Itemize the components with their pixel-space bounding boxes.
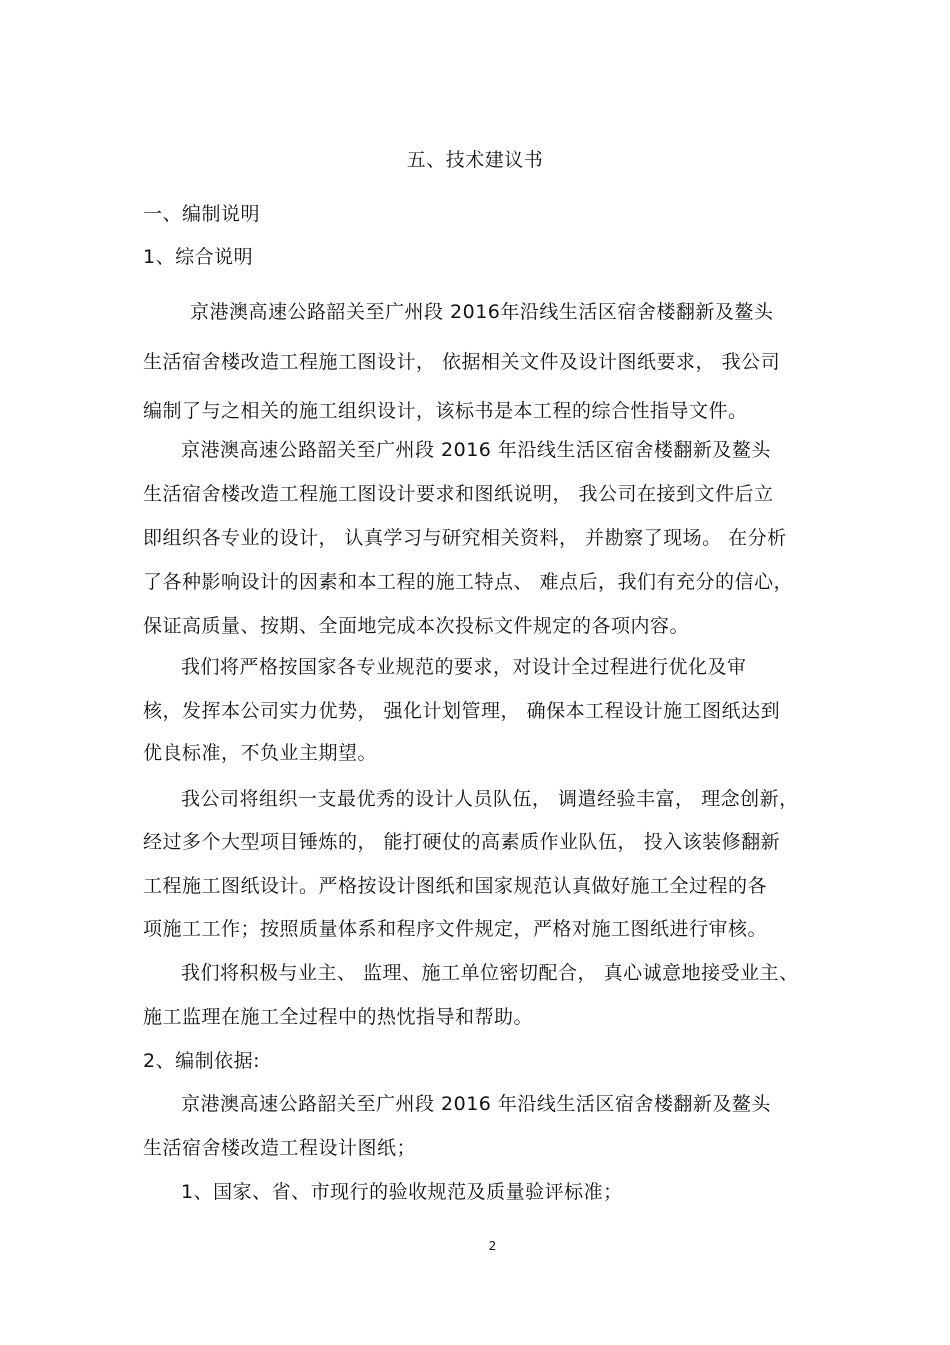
subsection-heading: 2、编制依据:	[143, 1050, 260, 1072]
paragraph-line: 了各种影响设计的因素和本工程的施工特点、 难点后，我们有充分的信心，	[143, 571, 794, 593]
paragraph-line: 即组织各专业的设计， 认真学习与研究相关资料， 并勘察了现场。 在分析	[143, 527, 787, 549]
paragraph-line: 京港澳高速公路韶关至广州段 2016年沿线生活区宿舍楼翻新及鳌头	[190, 301, 774, 323]
paragraph-line: 我们将严格按国家各专业规范的要求，对设计全过程进行优化及审	[181, 656, 747, 678]
paragraph-line: 生活宿舍楼改造工程设计图纸；	[143, 1137, 417, 1159]
paragraph-line: 我公司将组织一支最优秀的设计人员队伍， 调遣经验丰富， 理念创新，	[181, 788, 799, 810]
paragraph-line: 保证高质量、按期、全面地完成本次投标文件规定的各项内容。	[143, 615, 690, 637]
subsection-heading: 1、综合说明	[143, 246, 254, 268]
paragraph-line: 编制了与之相关的施工组织设计，该标书是本工程的综合性指导文件。	[143, 400, 748, 422]
paragraph-line: 京港澳高速公路韶关至广州段 2016 年沿线生活区宿舍楼翻新及鳌头	[181, 1093, 771, 1115]
paragraph-line: 我们将积极与业主、 监理、施工单位密切配合， 真心诚意地接受业主、	[181, 962, 799, 984]
paragraph-line: 优良标准，不负业主期望。	[143, 742, 378, 764]
paragraph-line: 生活宿舍楼改造工程施工图设计， 依据相关文件及设计图纸要求， 我公司	[143, 351, 781, 373]
list-item: 1、国家、省、市现行的验收规范及质量验评标准；	[181, 1181, 623, 1203]
document-title: 五、技术建议书	[406, 149, 544, 171]
paragraph-line: 工程施工图纸设计。严格按设计图纸和国家规范认真做好施工全过程的各	[143, 875, 768, 897]
paragraph-line: 生活宿舍楼改造工程施工图设计要求和图纸说明， 我公司在接到文件后立	[143, 483, 774, 505]
paragraph-line: 京港澳高速公路韶关至广州段 2016 年沿线生活区宿舍楼翻新及鳌头	[181, 439, 771, 461]
paragraph-line: 项施工工作；按照质量体系和程序文件规定，严格对施工图纸进行审核。	[143, 918, 768, 940]
paragraph-line: 施工监理在施工全过程中的热忱指导和帮助。	[143, 1006, 534, 1028]
paragraph-line: 经过多个大型项目锤炼的， 能打硬仗的高素质作业队伍， 投入该装修翻新	[143, 831, 781, 853]
section-heading: 一、编制说明	[143, 203, 261, 225]
paragraph-line: 核，发挥本公司实力优势， 强化计划管理， 确保本工程设计施工图纸达到	[143, 700, 781, 722]
page-number: 2	[488, 1239, 497, 1253]
